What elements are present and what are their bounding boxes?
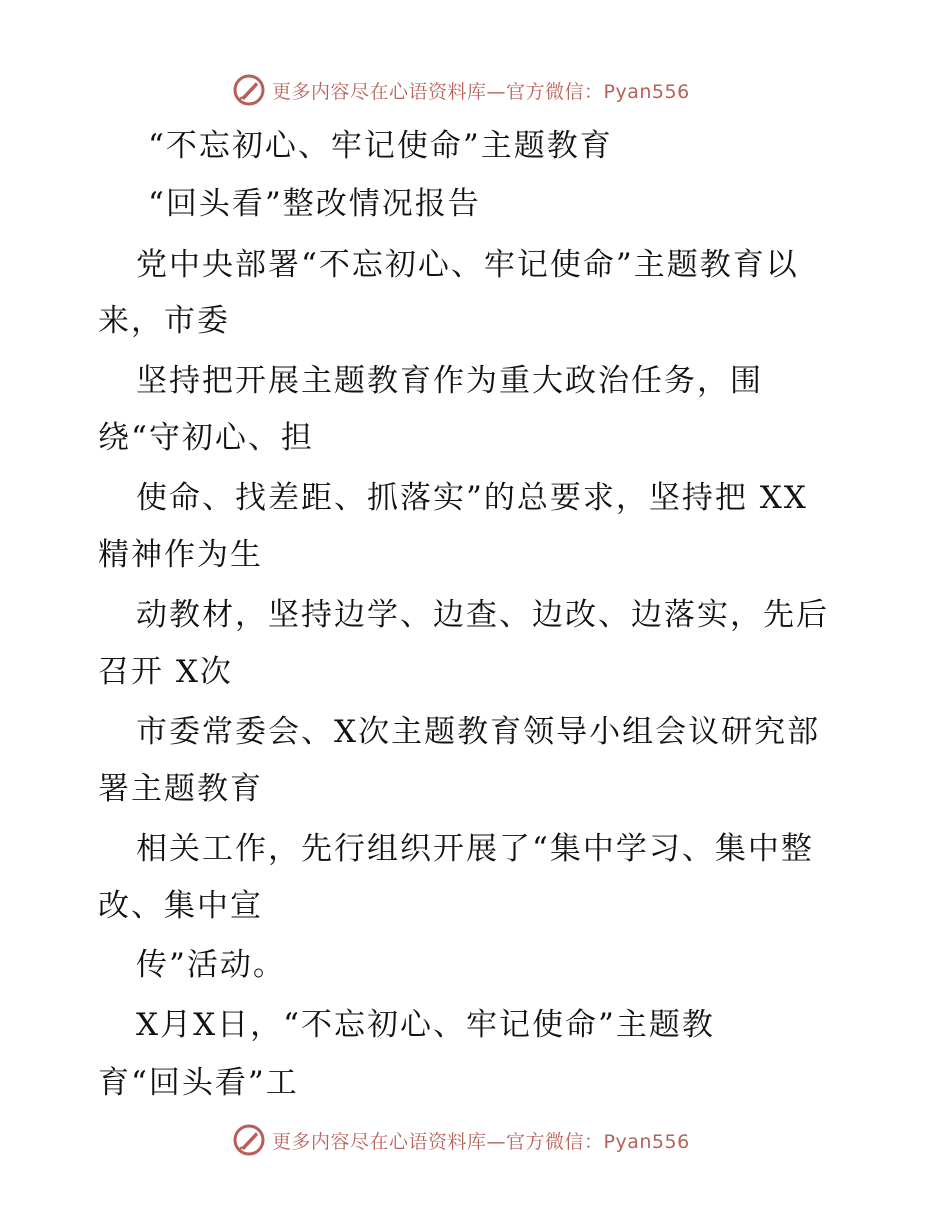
body-line: 动教材，坚持边学、边查、边改、边落实，先后 [136,597,829,633]
watermark-text: 更多内容尽在心语资料库—官方微信：Pyan556 [272,80,690,103]
watermark-banner-top [232,72,690,108]
body-line: 坚持把开展主题教育作为重大政治任务，围 [136,363,763,399]
quill-pen-icon [232,73,266,107]
body-line: 市委常委会、X次主题教育领导小组会议研究部 [136,714,821,750]
body-line: 育“回头看”工 [98,1065,299,1101]
body-line: 绕“守初心、担 [98,420,314,456]
body-line: 署主题教育 [98,771,263,807]
doc-title-line-2: “回头看”整改情况报告 [148,186,481,222]
body-line: 召开 X次 [98,654,233,690]
body-line: 来，市委 [98,303,230,339]
body-line: 党中央部署“不忘初心、牢记使命”主题教育以 [136,247,799,283]
quill-pen-icon [232,1123,266,1157]
watermark-text: 更多内容尽在心语资料库—官方微信：Pyan556 [272,1130,690,1153]
body-line: 使命、找差距、抓落实”的总要求，坚持把 XX [136,480,808,516]
body-line: 传”活动。 [136,947,286,983]
body-line: 精神作为生 [98,537,263,573]
body-line: 相关工作，先行组织开展了“集中学习、集中整 [136,831,814,867]
watermark-banner-bottom [232,1122,690,1158]
body-line: 改、集中宣 [98,888,263,924]
doc-title-line-1: “不忘初心、牢记使命”主题教育 [148,128,613,164]
body-line: X月X日，“不忘初心、牢记使命”主题教 [136,1007,715,1043]
